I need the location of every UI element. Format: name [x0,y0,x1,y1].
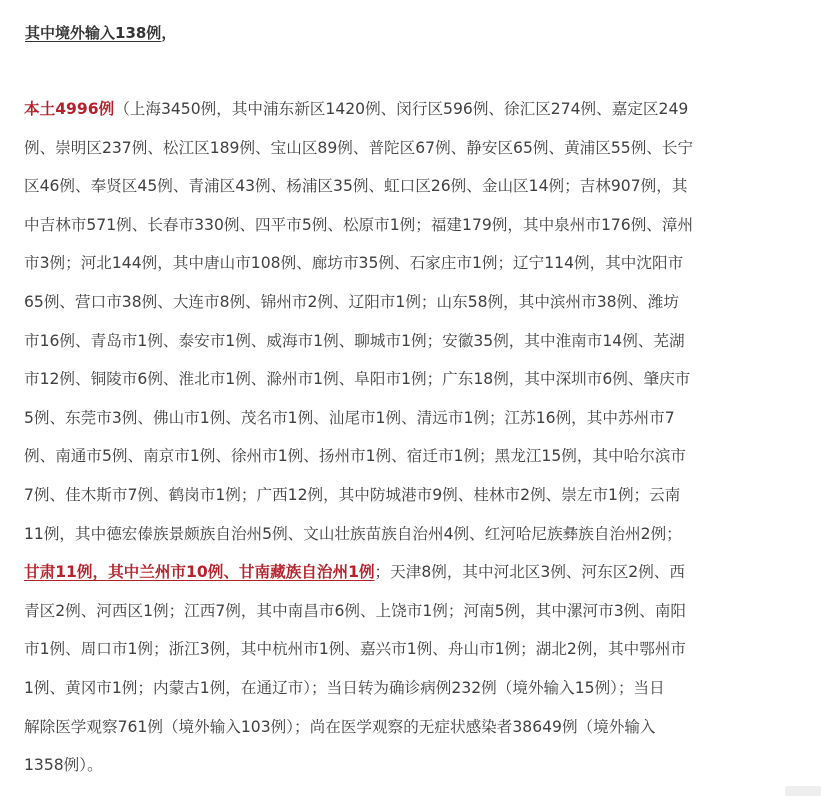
paragraph-line: 市3例；河北144例，其中唐山市108例、廊坊市35例、石家庄市1例；辽宁114例，其中沈阳市 [24,254,684,273]
paragraph-line: 11例，其中德宏傣族景颇族自治州5例、文山壮族苗族自治州4例、红河哈尼族彝族自治州2例； [24,524,682,543]
paragraph-line: 例、南通市5例、南京市1例、徐州市1例、扬州市1例、宿迁市1例；黑龙江15例，其中哈尔滨市 [24,447,687,466]
paragraph-line: 区46例、奉贤区45例、青浦区43例、杨浦区35例、虹口区26例、金山区14例；吉林907例，其 [24,177,688,196]
paragraph-line: 市16例、青岛市1例、泰安市1例、威海市1例、聊城市1例；安徽35例，其中淮南市14例、芜湖 [24,331,685,350]
paragraph-line: 7例、佳木斯市7例、鹤岗市1例；广西12例，其中防城港市9例、桂林市2例、崇左市1例；云南 [24,486,681,504]
paragraph-line: 65例、营口市38例、大连市8例、锦州市2例、辽阳市1例；山东58例，其中滨州市38例、潍坊 [24,293,679,311]
paragraph-line: 市12例、铜陵市6例、淮北市1例、滁州市1例、阜阳市1例；广东18例，其中深圳市6例、肇庆市 [24,370,691,389]
paragraph-line: 解除医学观察761例（境外输入103例）；尚在医学观察的无症状感染者38649例（境外输入 [24,717,656,736]
paragraph-line [24,561,685,583]
paragraph-line: 青区2例、河西区1例；江西7例，其中南昌市6例、上饶市1例；河南5例，其中漯河市3例、南阳 [24,601,687,620]
paragraph-line: 例、崇明区237例、松江区189例、宝山区89例、普陀区67例、静安区65例、黄浦区55例、长宁 [24,138,694,157]
gansu-highlight: 甘肃11例，其中兰州市10例、甘南藏族自治州1例 [24,563,375,582]
watermark-mark [785,786,821,796]
paragraph-line: 1358例）。 [24,756,103,775]
paragraph-line [24,98,688,120]
paragraph-line: 中吉林市571例、长春市330例、四平市5例、松原市1例；福建179例，其中泉州市176例、漳州 [24,215,694,234]
paragraph-line: 1例、黄冈市1例；内蒙古1例，在通辽市）；当日转为确诊病例232例（境外输入15例）；当日 [24,679,665,697]
heading-imported-cases [25,22,176,43]
paragraph-line: 市1例、周口市1例；浙江3例，其中杭州市1例、嘉兴市1例、舟山市1例；湖北2例，其中鄂州市 [24,640,687,659]
heading-text: 其中境外输入138例 [25,24,162,42]
line-text: （上海3450例，其中浦东新区1420例、闵行区596例、徐汇区274例、嘉定区249 [114,100,689,118]
paragraph-line: 5例、东莞市3例、佛山市1例、茂名市1例、汕尾市1例、清远市1例；江苏16例，其中苏州市7 [24,408,675,427]
local-cases-total: 本土4996例 [24,100,115,118]
heading-suffix: ， [161,24,177,42]
line-text: ；天津8例，其中河北区3例、河东区2例、西 [374,563,685,582]
